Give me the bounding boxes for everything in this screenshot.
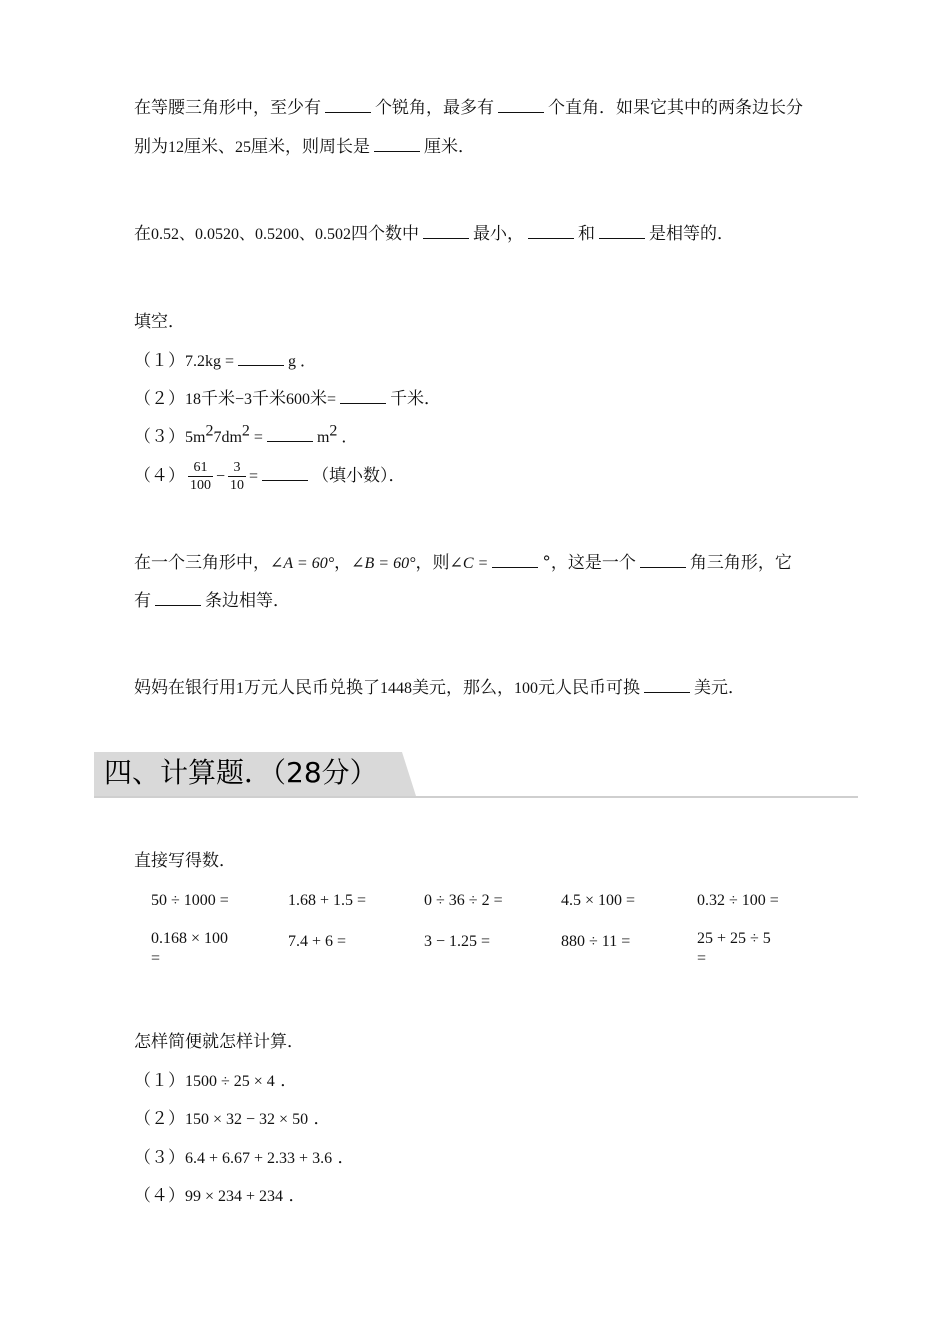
answer-blank [498, 111, 544, 113]
item-label: （４） [134, 466, 185, 486]
calc-cell: 4.5 × 100 = [561, 892, 636, 909]
item-label: （２） [134, 389, 185, 409]
item-label: （３） [134, 1148, 185, 1168]
answer-blank [528, 237, 574, 239]
equals-sign: = [249, 468, 259, 485]
answer-blank [374, 150, 420, 152]
item-label: （３） [134, 427, 185, 447]
item-label: （４） [134, 1186, 185, 1206]
q3-item4 [134, 458, 406, 495]
q7-item [134, 1107, 330, 1132]
minus-sign: − [216, 468, 226, 485]
item-label: （１） [134, 351, 185, 371]
answer-blank [155, 604, 201, 606]
answer-blank [492, 566, 538, 568]
q1-line2 [134, 135, 475, 160]
answer-blank [340, 402, 386, 404]
q2-text: 四个数中 [351, 224, 420, 244]
item-label: （２） [134, 1109, 185, 1129]
q7-expr: 6.4 + 6.67 + 2.33 + 3.6 [185, 1150, 333, 1167]
q1-num: 12 [168, 139, 184, 156]
q5-num: 1 [236, 680, 244, 697]
q3-num: 600 [286, 391, 311, 408]
q4-text: 有 [134, 591, 151, 611]
q7-expr: 150 × 32 − 32 × 50 [185, 1111, 309, 1128]
calc-cell: 0 ÷ 36 ÷ 2 = [424, 892, 503, 909]
numerator: 61 [188, 459, 213, 477]
q3-num: −3 [235, 391, 253, 408]
answer-blank [640, 566, 686, 568]
answer-blank [325, 111, 371, 113]
q2-numbers: 0.52、0.0520、0.5200、0.502 [151, 226, 352, 243]
calc-cell: 50 ÷ 1000 = [151, 892, 229, 909]
answer-blank [423, 237, 469, 239]
q5-text: 万元人民币兑换了 [244, 678, 380, 698]
q2-line [134, 222, 734, 247]
q4-text: °，这是一个 [542, 553, 636, 573]
q4-angle: ∠C = [449, 555, 489, 572]
q7-end: ． [283, 1186, 306, 1206]
calc-cell: 7.4 + 6 = [288, 933, 347, 950]
item-label: （１） [134, 1071, 185, 1091]
q2-text: 和 [578, 224, 596, 244]
q1-text: 厘米． [424, 137, 475, 157]
q2-text: 最小， [473, 224, 525, 244]
fraction [228, 459, 246, 494]
answer-blank [238, 364, 284, 366]
q7-end: ． [332, 1148, 355, 1168]
superscript: 2 [205, 422, 214, 440]
q3-expr: 5m [185, 429, 206, 446]
q4-text: 条边相等． [205, 591, 290, 611]
answer-blank [262, 479, 308, 481]
superscript: 2 [241, 422, 250, 440]
q7-item [134, 1146, 354, 1171]
q3-unit: g ． [288, 353, 317, 370]
calc-cell-eq: = [151, 950, 161, 967]
q4-text: 角三角形，它 [689, 553, 792, 573]
q3-end: ． [337, 429, 358, 446]
q1-num: 25 [235, 139, 251, 156]
answer-blank [644, 691, 690, 693]
q7-end: ． [274, 1071, 298, 1091]
q2-text: 是相等的． [649, 224, 735, 244]
q5-num: 100 [514, 680, 538, 697]
q3-text: 千米 [252, 389, 287, 409]
q1-text-a: 在等腰三角形中，至少有 [134, 98, 321, 118]
calc-cell: 3 − 1.25 = [424, 933, 491, 950]
q4-angle: ∠A = 60° [270, 555, 335, 572]
q5-text: 元人民币可换 [538, 678, 640, 698]
numerator: 3 [228, 459, 246, 477]
q2-text: 在 [134, 224, 151, 244]
q4-text: ，则 [415, 553, 450, 573]
q5-text: 美元，那么， [412, 678, 514, 698]
q1-text: 厘米，则周长是 [251, 137, 370, 157]
q3-text: 千米． [390, 389, 442, 409]
q3-text: 千米 [201, 389, 235, 409]
answer-blank [599, 237, 645, 239]
section-header-rule [94, 796, 858, 798]
q3-item3 [134, 422, 358, 450]
q5-text: 美元． [694, 678, 745, 698]
q4-angle: ∠B = 60° [351, 555, 416, 572]
denominator: 10 [230, 477, 245, 493]
answer-blank [267, 440, 313, 442]
section-title: 四、计算题．（28分） [104, 756, 378, 789]
q3-eq: = [327, 391, 337, 408]
q4-text: 在一个三角形中， [134, 553, 270, 573]
q7-title: 怎样简便就怎样计算． [134, 1032, 304, 1052]
q3-item1 [134, 349, 316, 374]
denominator: 100 [190, 477, 211, 493]
calc-cell: 25 + 25 ÷ 5 [697, 930, 771, 947]
q3-title: 填空． [134, 312, 185, 332]
q7-expr: 99 × 234 + 234 [185, 1188, 284, 1205]
q5-line [134, 676, 745, 701]
calc-cell-eq: = [697, 950, 707, 967]
q5-num: 1448 [380, 680, 412, 697]
q7-item [134, 1184, 305, 1209]
q7-item [134, 1069, 297, 1094]
q3-text: （填小数）． [312, 466, 406, 486]
superscript: 2 [329, 422, 338, 440]
q4-line1 [134, 551, 792, 576]
q6-title: 直接写得数． [134, 851, 236, 871]
q5-text: 妈妈在银行用 [134, 678, 236, 698]
calc-cell: 880 ÷ 11 = [561, 933, 631, 950]
calc-cell: 1.68 + 1.5 = [288, 892, 367, 909]
q7-end: ． [308, 1109, 331, 1129]
q3-text: 米 [310, 389, 328, 409]
q3-expr: 7dm [213, 429, 242, 446]
q1-text-c: 个直角．如果它其中的两条边长分 [548, 98, 803, 118]
calc-cell: 0.168 × 100 [151, 930, 229, 947]
calc-cell: 0.32 ÷ 100 = [697, 892, 779, 909]
q1-text: 别为 [134, 137, 168, 157]
q4-line2 [134, 589, 290, 613]
q3-item2 [134, 387, 441, 412]
q4-text: ， [334, 553, 352, 573]
q3-num: 18 [185, 391, 201, 408]
q1-text-b: 个锐角，最多有 [375, 98, 494, 118]
q3-eq: = [249, 429, 263, 446]
q1-line1 [134, 96, 803, 120]
q3-expr: 7.2kg = [185, 353, 235, 370]
q1-text: 厘米、 [184, 137, 235, 157]
q3-unit: m [316, 429, 330, 446]
q7-expr: 1500 ÷ 25 × 4 [185, 1073, 275, 1090]
fraction [188, 459, 213, 494]
